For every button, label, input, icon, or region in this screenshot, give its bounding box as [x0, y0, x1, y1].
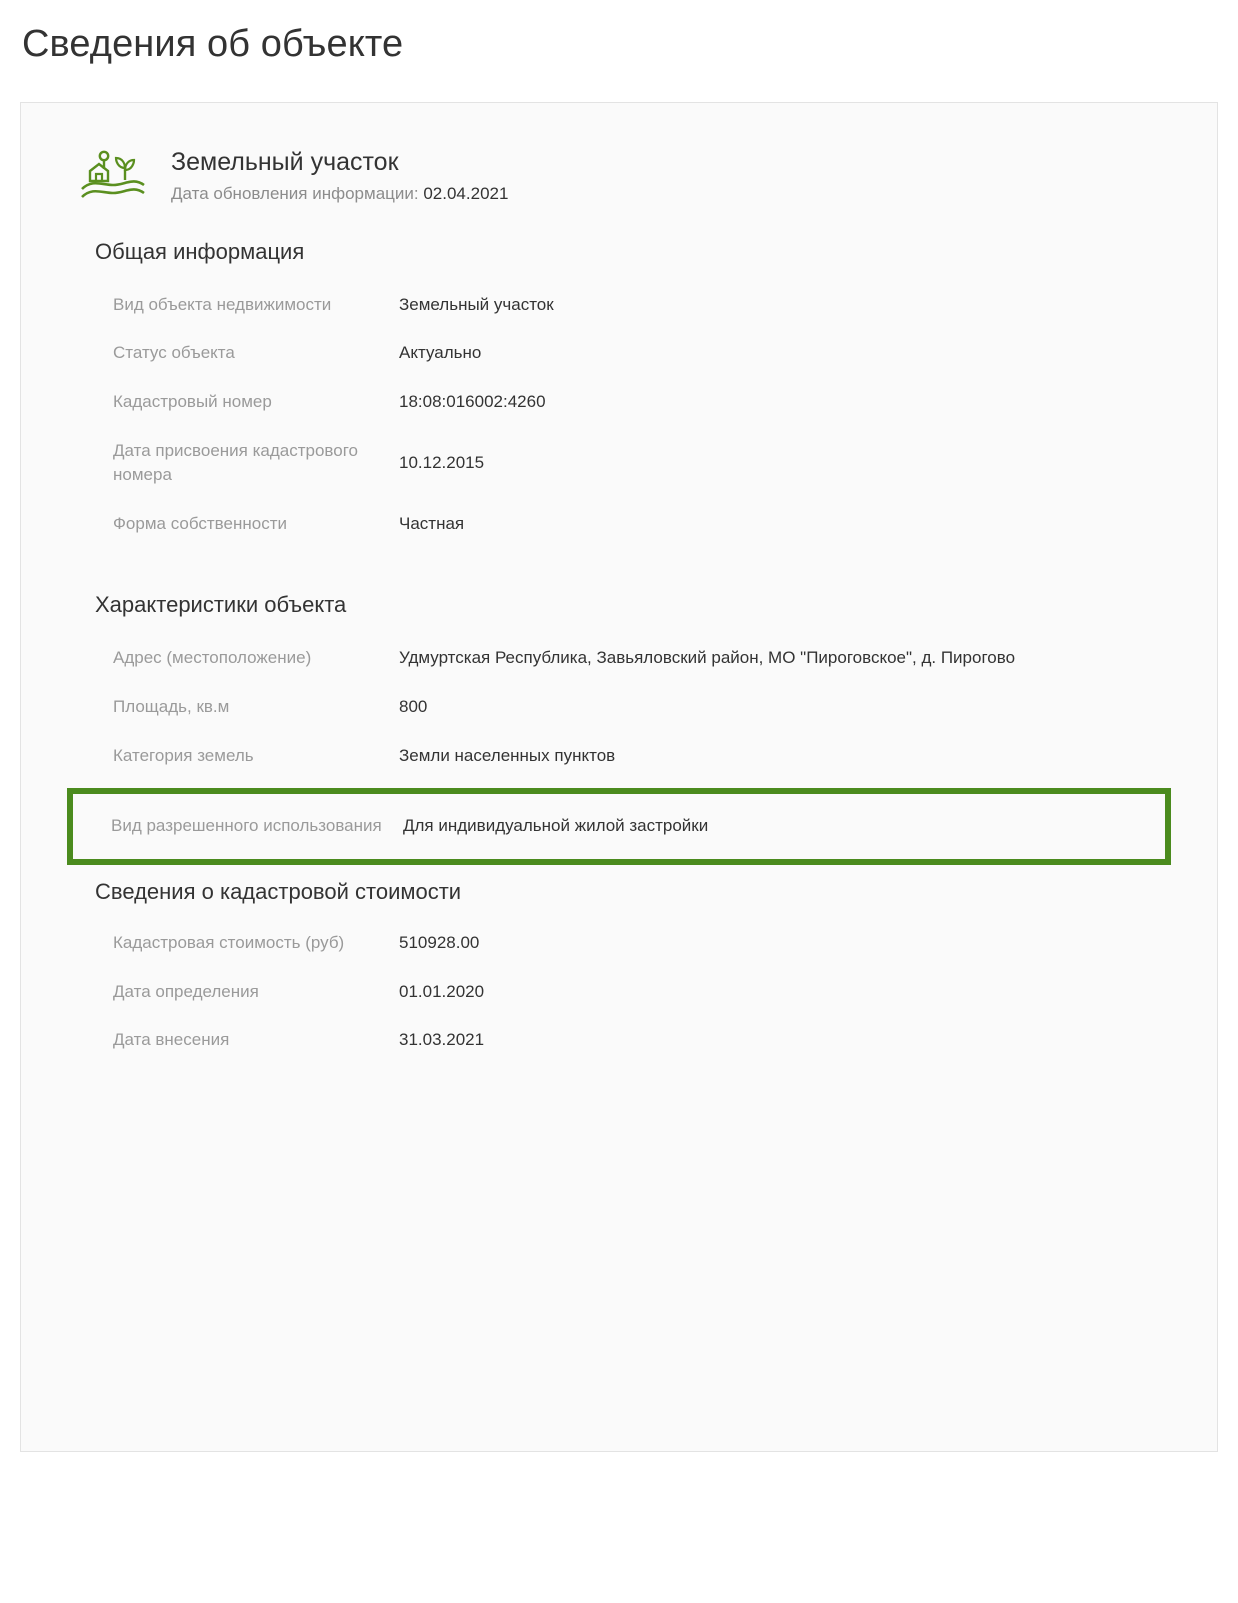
section-general-info: [69, 239, 1169, 549]
table-row: [69, 378, 1169, 427]
row-label: Вид разрешенного использования: [111, 816, 382, 836]
row-label: Кадастровая стоимость (руб): [113, 933, 345, 952]
section-cadastral-value: [69, 879, 1169, 1065]
row-value: Актуально: [399, 343, 482, 363]
row-value: Удмуртская Республика, Завьяловский район, МО "Пироговское", д. Пирогово: [399, 648, 1016, 668]
row-label: Дата внесения: [113, 1030, 230, 1050]
rows-object-characteristics: [69, 634, 1169, 865]
row-label: Вид объекта недвижимости: [113, 294, 332, 314]
object-type-name: Земельный участок: [171, 147, 399, 176]
land-plot-icon: [77, 145, 149, 205]
row-value: Земли населенных пунктов: [399, 745, 616, 765]
table-row-highlighted-permitted-use: [67, 788, 1171, 865]
table-row: [69, 683, 1169, 732]
section-title: Сведения о кадастровой стоимости: [95, 879, 462, 904]
row-value: Для индивидуальной жилой застройки: [403, 816, 709, 836]
row-value: 510928.00: [399, 933, 480, 952]
table-row: [69, 281, 1169, 330]
row-label: Категория земель: [113, 745, 254, 765]
section-title: Общая информация: [95, 238, 305, 264]
table-row: [69, 1016, 1169, 1065]
row-label: Статус объекта: [113, 343, 235, 363]
object-header: [77, 145, 1169, 205]
object-header-text: [171, 145, 508, 204]
table-row: [69, 329, 1169, 378]
row-value: 01.01.2020: [399, 981, 485, 1001]
row-label: Кадастровый номер: [113, 391, 272, 411]
row-value: 10.12.2015: [399, 452, 485, 472]
object-info-card: [20, 102, 1218, 1452]
row-label: Форма собственности: [113, 513, 287, 533]
row-value: 18:08:016002:4260: [399, 391, 546, 411]
table-row: [69, 427, 1169, 500]
table-row: [69, 919, 1169, 968]
row-label: Площадь, кв.м: [113, 697, 230, 717]
table-row: [69, 732, 1169, 781]
table-row: [69, 500, 1169, 549]
rows-general-info: [69, 281, 1169, 549]
rows-cadastral-value: [69, 919, 1169, 1065]
object-updated-label: Дата обновления информации:: [171, 183, 419, 203]
row-value: Частная: [399, 513, 465, 533]
object-updated-value: 02.04.2021: [423, 183, 509, 203]
row-label: Адрес (местоположение): [113, 648, 312, 668]
row-value: 800: [399, 697, 428, 717]
row-label: Дата присвоения кадастрового номера: [113, 440, 358, 485]
section-title: Характеристики объекта: [95, 592, 347, 618]
page-title: Сведения об объекте: [22, 23, 404, 65]
row-label: Дата определения: [113, 981, 259, 1001]
row-value: 31.03.2021: [399, 1030, 485, 1050]
section-object-characteristics: [69, 592, 1169, 865]
table-row: [69, 634, 1169, 683]
table-row: [69, 968, 1169, 1017]
object-updated-info: [171, 184, 508, 204]
row-value: Земельный участок: [399, 294, 554, 314]
